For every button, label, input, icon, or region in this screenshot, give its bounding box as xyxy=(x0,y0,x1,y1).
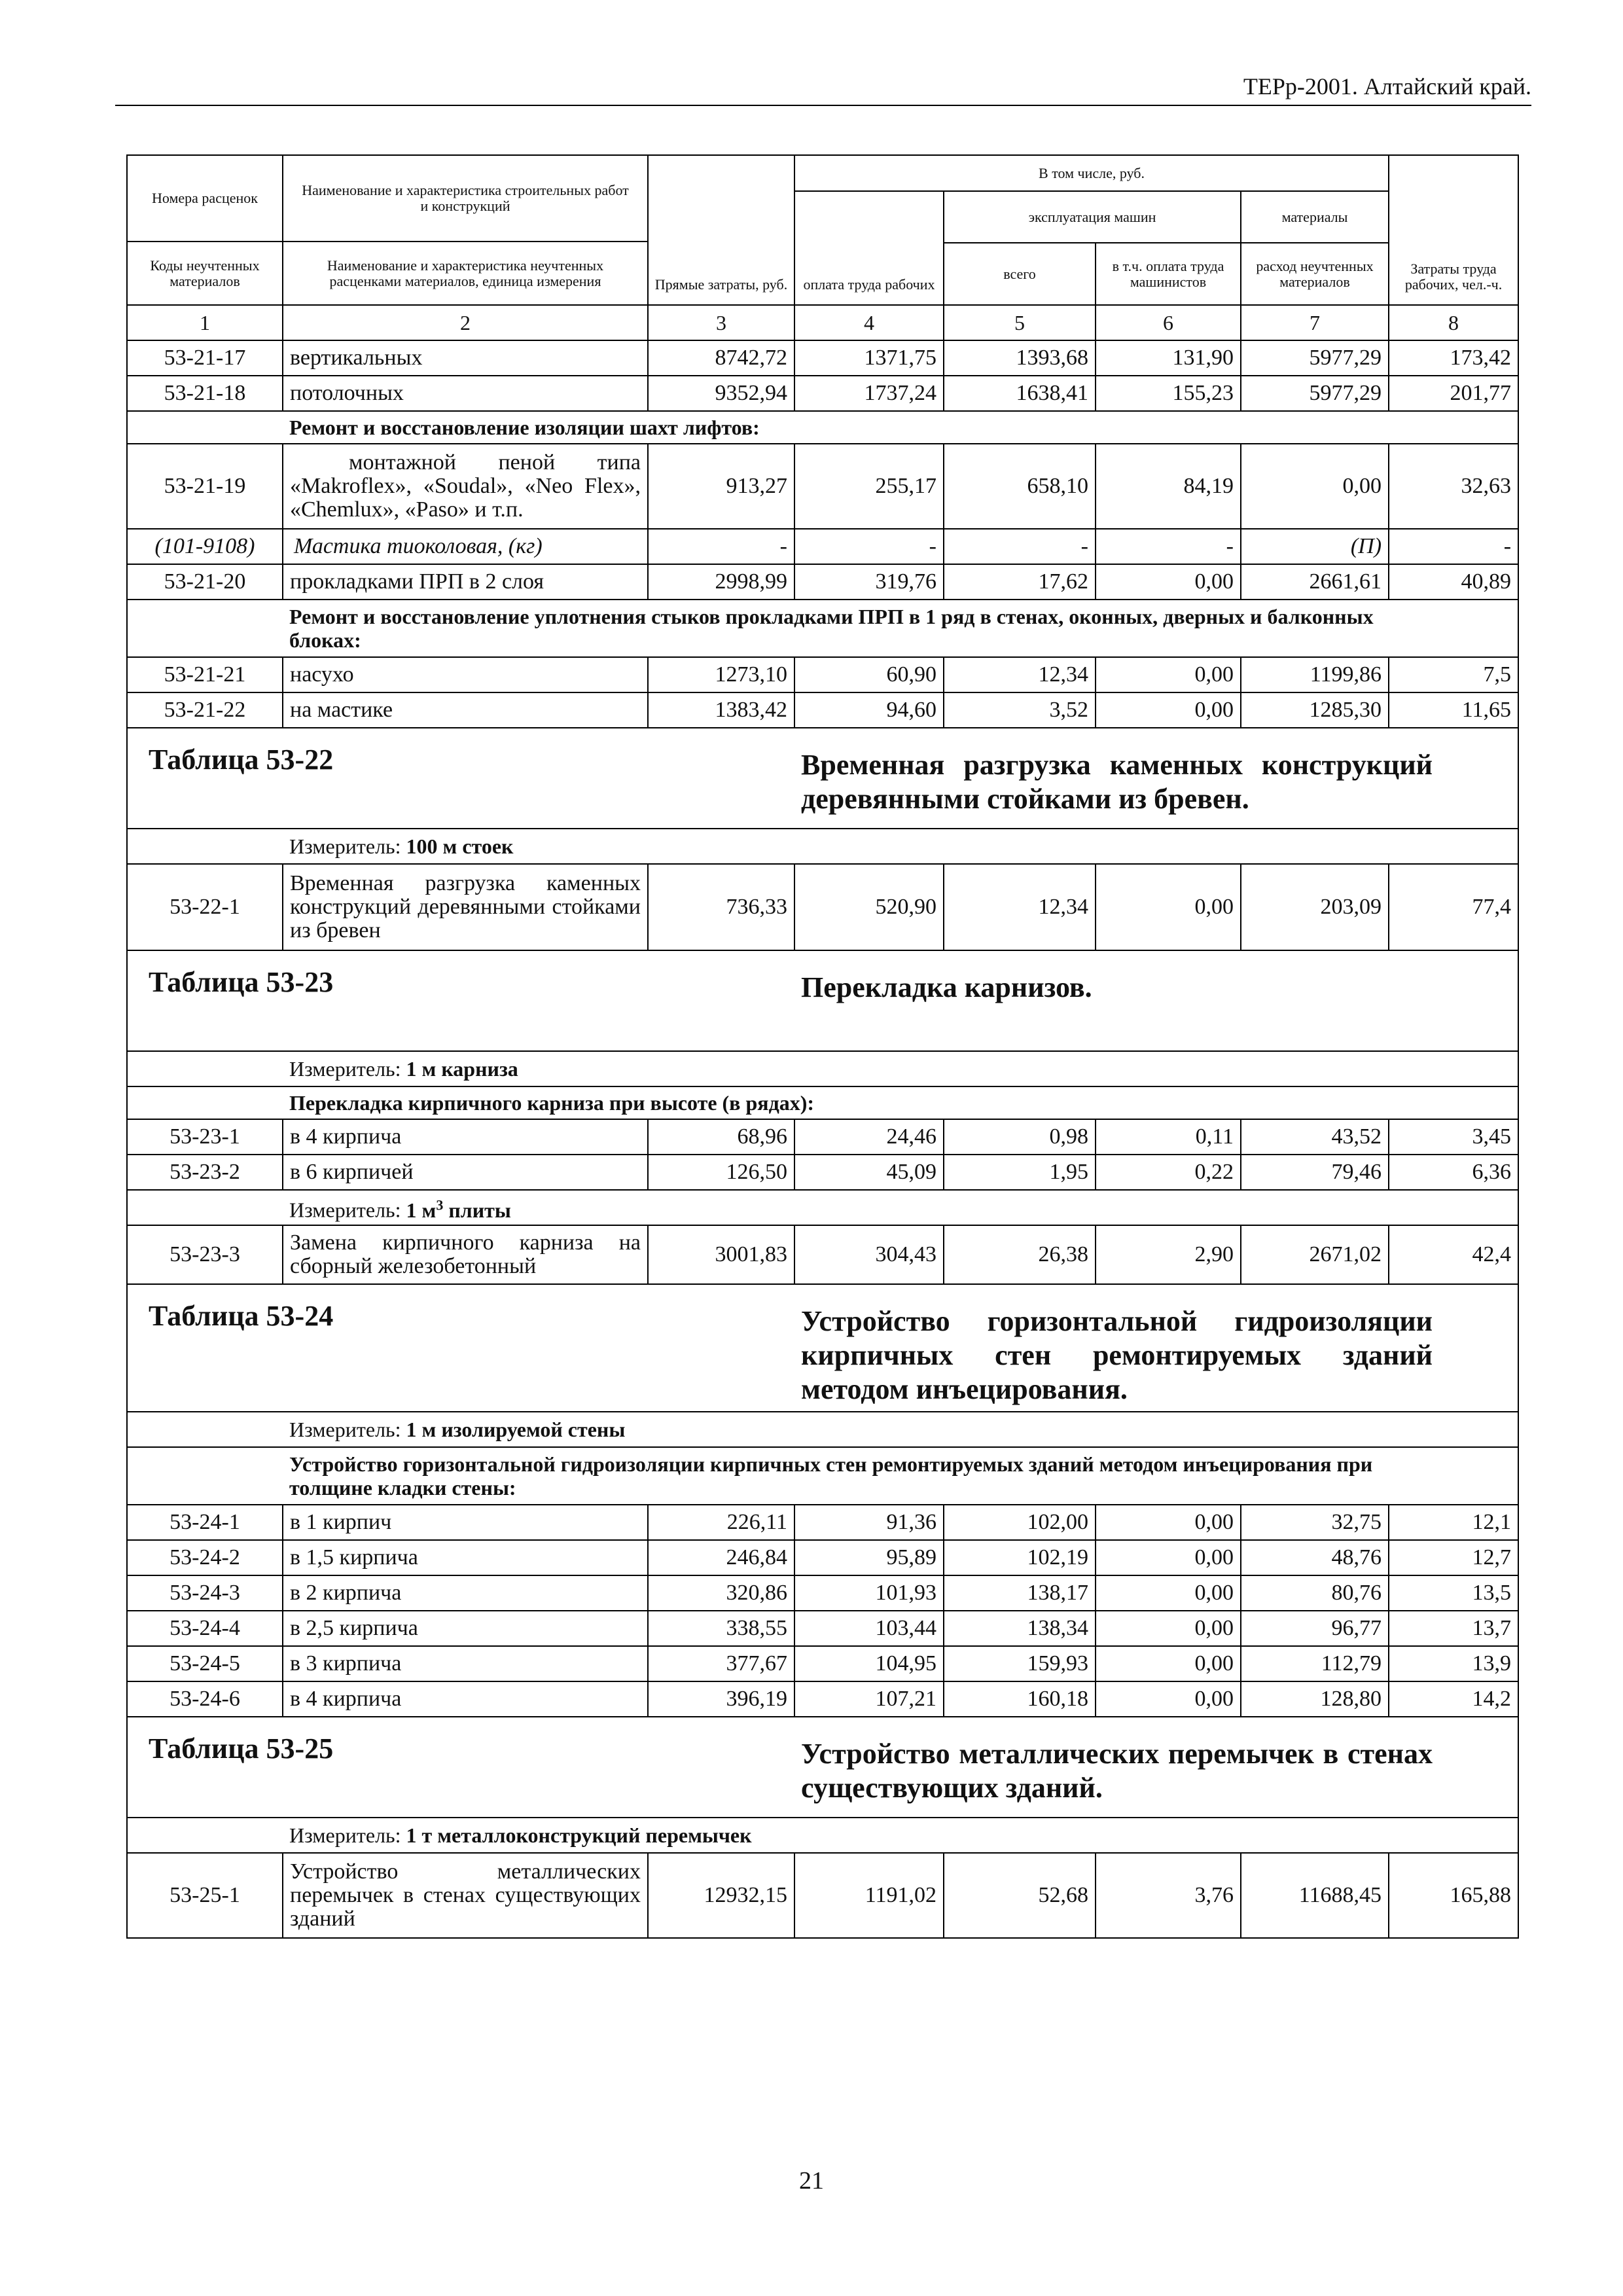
col-total-header: всего xyxy=(944,243,1096,305)
table-row xyxy=(127,692,1518,728)
row-code: 53-23-3 xyxy=(127,1225,283,1284)
row-machines: 160,18 xyxy=(944,1681,1096,1717)
row-operators: 3,76 xyxy=(1096,1853,1241,1938)
section-row xyxy=(127,1447,1518,1505)
row-labor-costs: - xyxy=(1389,529,1518,564)
row-code: 53-23-1 xyxy=(127,1119,283,1155)
row-name: Устройство металлических перемычек в стенах существующих зданий xyxy=(283,1853,648,1938)
row-operators: 84,19 xyxy=(1096,444,1241,529)
row-code: 53-24-6 xyxy=(127,1681,283,1717)
section-title: Ремонт и восстановление уплотнения стыков прокладками ПРП в 1 ряд в стенах, оконных, дверных и балконных блоках: xyxy=(283,600,1518,657)
row-name: вертикальных xyxy=(283,340,648,376)
row-labor-costs: 3,45 xyxy=(1389,1119,1518,1155)
row-name: потолочных xyxy=(283,376,648,411)
row-name: в 2,5 кирпича xyxy=(283,1611,648,1646)
row-operators: 155,23 xyxy=(1096,376,1241,411)
estimate-table xyxy=(126,154,1519,1939)
row-code: 53-24-2 xyxy=(127,1540,283,1575)
row-labor-costs: 6,36 xyxy=(1389,1155,1518,1190)
row-operators: 0,00 xyxy=(1096,864,1241,950)
col-operators-header: в т.ч. оплата труда машинистов xyxy=(1096,243,1241,305)
table-title-cell xyxy=(794,1717,1518,1818)
measure-value-main: 1 м xyxy=(406,1198,437,1222)
measure-label: Измеритель: xyxy=(289,1418,401,1441)
table-heading-53-24 xyxy=(127,1284,1518,1412)
row-labor-costs: 173,42 xyxy=(1389,340,1518,376)
col-including-header: В том числе, руб. xyxy=(794,155,1389,191)
measure-spacer xyxy=(127,1190,283,1225)
table-row xyxy=(127,1505,1518,1540)
row-machines: 12,34 xyxy=(944,657,1096,692)
row-code: 53-21-20 xyxy=(127,564,283,600)
row-direct: - xyxy=(648,529,794,564)
row-operators: - xyxy=(1096,529,1241,564)
row-labor: 95,89 xyxy=(794,1540,944,1575)
row-labor-costs: 12,1 xyxy=(1389,1505,1518,1540)
row-name: в 1 кирпич xyxy=(283,1505,648,1540)
table-number-cell xyxy=(127,1717,794,1818)
row-machines: 658,10 xyxy=(944,444,1096,529)
table-title: Устройство горизонтальной гидроизоляции кирпичных стен ремонтируемых зданий методом инъецирования. xyxy=(801,1305,1433,1405)
row-materials: 32,75 xyxy=(1241,1505,1389,1540)
table-row xyxy=(127,1540,1518,1575)
row-materials: 5977,29 xyxy=(1241,376,1389,411)
row-operators: 0,00 xyxy=(1096,1611,1241,1646)
row-name: Временная разгрузка каменных конструкций деревянными стойками из бревен xyxy=(283,864,648,950)
row-direct: 377,67 xyxy=(648,1646,794,1681)
row-direct: 736,33 xyxy=(648,864,794,950)
row-code: 53-23-2 xyxy=(127,1155,283,1190)
row-labor-costs: 32,63 xyxy=(1389,444,1518,529)
table-title: Перекладка карнизов. xyxy=(801,971,1092,1003)
row-direct: 12932,15 xyxy=(648,1853,794,1938)
table-row xyxy=(127,864,1518,950)
row-direct: 2998,99 xyxy=(648,564,794,600)
col-unacc-materials-header: расход неучтенных материалов xyxy=(1241,243,1389,305)
table-row xyxy=(127,1646,1518,1681)
measure-spacer xyxy=(127,1051,283,1086)
row-operators: 0,00 xyxy=(1096,1540,1241,1575)
section-row xyxy=(127,1086,1518,1119)
row-name: в 3 кирпича xyxy=(283,1646,648,1681)
row-operators: 0,00 xyxy=(1096,1575,1241,1611)
row-operators: 2,90 xyxy=(1096,1225,1241,1284)
table-title-cell xyxy=(794,1284,1518,1412)
header-title: ТЕРр-2001. Алтайский край. xyxy=(1243,73,1531,99)
row-name: в 4 кирпича xyxy=(283,1119,648,1155)
row-machines: 3,52 xyxy=(944,692,1096,728)
table-row xyxy=(127,1225,1518,1284)
row-labor-costs: 165,88 xyxy=(1389,1853,1518,1938)
section-row xyxy=(127,600,1518,657)
measure-cell xyxy=(283,1190,1518,1225)
row-code: 53-24-5 xyxy=(127,1646,283,1681)
table-title-cell xyxy=(794,728,1518,829)
table-row xyxy=(127,340,1518,376)
row-direct: 9352,94 xyxy=(648,376,794,411)
measure-row xyxy=(127,1051,1518,1086)
row-machines: 17,62 xyxy=(944,564,1096,600)
col-number: 7 xyxy=(1241,305,1389,340)
table-row xyxy=(127,657,1518,692)
col-number: 3 xyxy=(648,305,794,340)
table-title: Устройство металлических перемычек в стенах существующих зданий. xyxy=(801,1738,1433,1804)
col-direct-header: Прямые затраты, руб. xyxy=(648,155,794,305)
row-labor-costs: 13,9 xyxy=(1389,1646,1518,1681)
row-code: 53-24-4 xyxy=(127,1611,283,1646)
measure-spacer xyxy=(127,829,283,864)
row-machines: 52,68 xyxy=(944,1853,1096,1938)
col-code-title: Номера расценок xyxy=(128,156,282,242)
row-name: на мастике xyxy=(283,692,648,728)
row-operators: 131,90 xyxy=(1096,340,1241,376)
row-materials: 79,46 xyxy=(1241,1155,1389,1190)
section-title: Перекладка кирпичного карниза при высоте (в рядах): xyxy=(283,1086,1518,1119)
row-code: 53-21-19 xyxy=(127,444,283,529)
col-number: 6 xyxy=(1096,305,1241,340)
col-name-unacc-title: Наименование и характеристика неучтенных расценками материалов, единица измерения xyxy=(327,257,604,289)
row-labor-costs: 201,77 xyxy=(1389,376,1518,411)
table-row xyxy=(127,444,1518,529)
section-title: Устройство горизонтальной гидроизоляции кирпичных стен ремонтируемых зданий методом инъецирования при толщине кладки стены: xyxy=(283,1447,1518,1505)
table-row xyxy=(127,1853,1518,1938)
unaccounted-material-row xyxy=(127,529,1518,564)
row-labor: 45,09 xyxy=(794,1155,944,1190)
row-labor: 103,44 xyxy=(794,1611,944,1646)
row-materials: (П) xyxy=(1241,529,1389,564)
row-direct: 1273,10 xyxy=(648,657,794,692)
row-machines: 26,38 xyxy=(944,1225,1096,1284)
col-number: 1 xyxy=(127,305,283,340)
row-machines: 1638,41 xyxy=(944,376,1096,411)
row-operators: 0,22 xyxy=(1096,1155,1241,1190)
row-materials: 0,00 xyxy=(1241,444,1389,529)
row-labor: 91,36 xyxy=(794,1505,944,1540)
row-materials: 1285,30 xyxy=(1241,692,1389,728)
row-materials: 1199,86 xyxy=(1241,657,1389,692)
row-materials: 43,52 xyxy=(1241,1119,1389,1155)
table-heading-53-23 xyxy=(127,950,1518,1051)
row-materials: 112,79 xyxy=(1241,1646,1389,1681)
row-operators: 0,00 xyxy=(1096,657,1241,692)
col-labor-costs-header: Затраты труда рабочих, чел.-ч. xyxy=(1389,155,1518,305)
measure-value-tail: плиты xyxy=(443,1198,511,1222)
col-name-title: Наименование и характеристика строительных работ и конструкций xyxy=(283,156,647,242)
row-materials: 5977,29 xyxy=(1241,340,1389,376)
row-materials: 48,76 xyxy=(1241,1540,1389,1575)
row-direct: 226,11 xyxy=(648,1505,794,1540)
row-code: 53-24-1 xyxy=(127,1505,283,1540)
row-labor: 94,60 xyxy=(794,692,944,728)
row-machines: 0,98 xyxy=(944,1119,1096,1155)
measure-value: 1 м изолируемой стены xyxy=(406,1418,626,1441)
row-code: 53-21-21 xyxy=(127,657,283,692)
row-operators: 0,00 xyxy=(1096,1505,1241,1540)
table-number-cell xyxy=(127,728,794,829)
col-code-unacc-title: Коды неучтенных материалов xyxy=(150,257,260,289)
row-labor: 104,95 xyxy=(794,1646,944,1681)
row-machines: 1393,68 xyxy=(944,340,1096,376)
row-code: 53-25-1 xyxy=(127,1853,283,1938)
row-machines: 1,95 xyxy=(944,1155,1096,1190)
measure-value: 1 м карниза xyxy=(406,1057,518,1081)
table-row xyxy=(127,376,1518,411)
row-operators: 0,00 xyxy=(1096,692,1241,728)
row-code: 53-21-22 xyxy=(127,692,283,728)
row-labor-costs: 14,2 xyxy=(1389,1681,1518,1717)
section-spacer xyxy=(127,600,283,657)
row-direct: 126,50 xyxy=(648,1155,794,1190)
row-labor-costs: 13,7 xyxy=(1389,1611,1518,1646)
row-labor: 304,43 xyxy=(794,1225,944,1284)
table-number: Таблица 53-22 xyxy=(149,744,334,776)
row-machines: 138,34 xyxy=(944,1611,1096,1646)
measure-cell xyxy=(283,1818,1518,1853)
row-labor: 1191,02 xyxy=(794,1853,944,1938)
row-operators: 0,00 xyxy=(1096,564,1241,600)
table-row xyxy=(127,1611,1518,1646)
section-title: Ремонт и восстановление изоляции шахт лифтов: xyxy=(283,411,1518,444)
table-row xyxy=(127,564,1518,600)
row-labor-costs: 13,5 xyxy=(1389,1575,1518,1611)
section-row xyxy=(127,411,1518,444)
row-direct: 913,27 xyxy=(648,444,794,529)
row-code: (101-9108) xyxy=(127,529,283,564)
row-operators: 0,11 xyxy=(1096,1119,1241,1155)
row-name: в 2 кирпича xyxy=(283,1575,648,1611)
row-machines: 138,17 xyxy=(944,1575,1096,1611)
measure-row xyxy=(127,1818,1518,1853)
measure-value: 1 т металлоконструкций перемычек xyxy=(406,1823,752,1847)
column-number-row xyxy=(127,305,1518,340)
measure-value xyxy=(406,1198,511,1222)
row-name: прокладками ПРП в 2 слоя xyxy=(283,564,648,600)
table-row xyxy=(127,1575,1518,1611)
row-labor: 319,76 xyxy=(794,564,944,600)
measure-value-exponent: 3 xyxy=(436,1196,444,1213)
col-machines-header: эксплуатация машин xyxy=(944,191,1241,243)
table-number-cell xyxy=(127,1284,794,1412)
measure-label: Измеритель: xyxy=(289,1057,401,1081)
measure-label: Измеритель: xyxy=(289,1198,401,1222)
table-heading-53-22 xyxy=(127,728,1518,829)
measure-row xyxy=(127,829,1518,864)
section-spacer xyxy=(127,1086,283,1119)
row-labor: 101,93 xyxy=(794,1575,944,1611)
row-direct: 396,19 xyxy=(648,1681,794,1717)
col-name-header xyxy=(283,155,648,305)
document-header xyxy=(115,71,1531,106)
table-title-cell xyxy=(794,950,1518,1051)
row-labor-costs: 42,4 xyxy=(1389,1225,1518,1284)
row-materials: 96,77 xyxy=(1241,1611,1389,1646)
table-row xyxy=(127,1119,1518,1155)
row-code: 53-21-18 xyxy=(127,376,283,411)
row-labor: 255,17 xyxy=(794,444,944,529)
section-spacer xyxy=(127,1447,283,1505)
row-direct: 320,86 xyxy=(648,1575,794,1611)
measure-spacer xyxy=(127,1818,283,1853)
row-labor: 1371,75 xyxy=(794,340,944,376)
row-labor: 1737,24 xyxy=(794,376,944,411)
measure-row xyxy=(127,1412,1518,1447)
col-number: 8 xyxy=(1389,305,1518,340)
measure-spacer xyxy=(127,1412,283,1447)
row-code: 53-21-17 xyxy=(127,340,283,376)
row-labor-costs: 12,7 xyxy=(1389,1540,1518,1575)
row-code: 53-24-3 xyxy=(127,1575,283,1611)
row-labor: 107,21 xyxy=(794,1681,944,1717)
row-name: насухо xyxy=(283,657,648,692)
header-row-1 xyxy=(127,155,1518,191)
page-number: 21 xyxy=(799,2167,824,2195)
row-materials: 203,09 xyxy=(1241,864,1389,950)
row-name: монтажной пеной типа «Makroflex», «Soudal», «Neo Flex», «Chemlux», «Paso» и т.п. xyxy=(283,444,648,529)
table-number-cell xyxy=(127,950,794,1051)
row-direct: 338,55 xyxy=(648,1611,794,1646)
measure-row xyxy=(127,1190,1518,1225)
col-labor-header: оплата труда рабочих xyxy=(794,191,944,305)
section-spacer xyxy=(127,411,283,444)
table-row xyxy=(127,1681,1518,1717)
row-materials: 2661,61 xyxy=(1241,564,1389,600)
row-operators: 0,00 xyxy=(1096,1646,1241,1681)
col-materials-header: материалы xyxy=(1241,191,1389,243)
row-labor: 24,46 xyxy=(794,1119,944,1155)
row-operators: 0,00 xyxy=(1096,1681,1241,1717)
row-labor-costs: 7,5 xyxy=(1389,657,1518,692)
row-direct: 246,84 xyxy=(648,1540,794,1575)
row-materials: 2671,02 xyxy=(1241,1225,1389,1284)
row-materials: 128,80 xyxy=(1241,1681,1389,1717)
table-heading-53-25 xyxy=(127,1717,1518,1818)
row-direct: 8742,72 xyxy=(648,340,794,376)
col-number: 2 xyxy=(283,305,648,340)
col-number: 4 xyxy=(794,305,944,340)
measure-label: Измеритель: xyxy=(289,1823,401,1847)
row-code: 53-22-1 xyxy=(127,864,283,950)
row-labor-costs: 11,65 xyxy=(1389,692,1518,728)
row-direct: 68,96 xyxy=(648,1119,794,1155)
table-number: Таблица 53-23 xyxy=(149,966,334,998)
row-machines: 102,19 xyxy=(944,1540,1096,1575)
table-title: Временная разгрузка каменных конструкций деревянными стойками из бревен. xyxy=(801,749,1433,815)
measure-label: Измеритель: xyxy=(289,834,401,858)
table-number: Таблица 53-24 xyxy=(149,1300,334,1332)
col-number: 5 xyxy=(944,305,1096,340)
measure-cell xyxy=(283,1412,1518,1447)
row-labor: - xyxy=(794,529,944,564)
row-name: в 4 кирпича xyxy=(283,1681,648,1717)
row-materials: 80,76 xyxy=(1241,1575,1389,1611)
row-machines: 159,93 xyxy=(944,1646,1096,1681)
measure-cell xyxy=(283,1051,1518,1086)
row-materials: 11688,45 xyxy=(1241,1853,1389,1938)
row-name: в 1,5 кирпича xyxy=(283,1540,648,1575)
col-code-header xyxy=(127,155,283,305)
table-number: Таблица 53-25 xyxy=(149,1732,334,1765)
row-labor-costs: 40,89 xyxy=(1389,564,1518,600)
row-labor: 520,90 xyxy=(794,864,944,950)
row-machines: 12,34 xyxy=(944,864,1096,950)
table-row xyxy=(127,1155,1518,1190)
measure-cell xyxy=(283,829,1518,864)
measure-value: 100 м стоек xyxy=(406,834,514,858)
row-name: Мастика тиоколовая, (кг) xyxy=(283,529,648,564)
row-labor-costs: 77,4 xyxy=(1389,864,1518,950)
row-labor: 60,90 xyxy=(794,657,944,692)
row-name: в 6 кирпичей xyxy=(283,1155,648,1190)
row-name: Замена кирпичного карниза на сборный железобетонный xyxy=(283,1225,648,1284)
row-direct: 3001,83 xyxy=(648,1225,794,1284)
row-machines: - xyxy=(944,529,1096,564)
row-machines: 102,00 xyxy=(944,1505,1096,1540)
row-direct: 1383,42 xyxy=(648,692,794,728)
